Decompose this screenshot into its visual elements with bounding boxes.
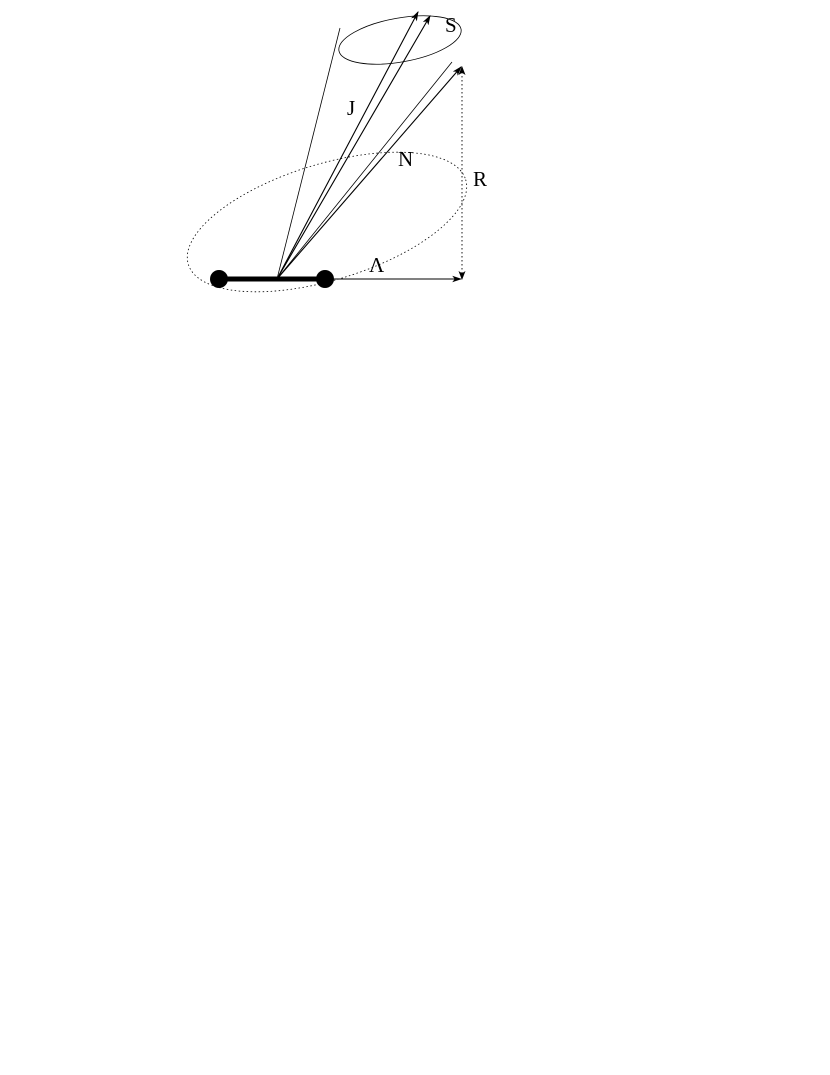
label-spin: S <box>445 13 457 37</box>
radius-r-arrow-top <box>459 66 466 75</box>
label-total-angular-momentum: J <box>347 96 356 120</box>
label-orbital-normal: N <box>398 147 414 171</box>
body-1-mass <box>210 270 228 288</box>
cone-line-right <box>277 62 452 279</box>
label-orbital-angular-momentum: Λ <box>369 253 385 277</box>
cone-line-left <box>277 28 340 279</box>
body-2-mass <box>316 270 334 288</box>
vector-s-arrow <box>277 12 418 279</box>
label-separation-radius: R <box>473 167 488 191</box>
vector-n-arrow <box>277 67 461 279</box>
